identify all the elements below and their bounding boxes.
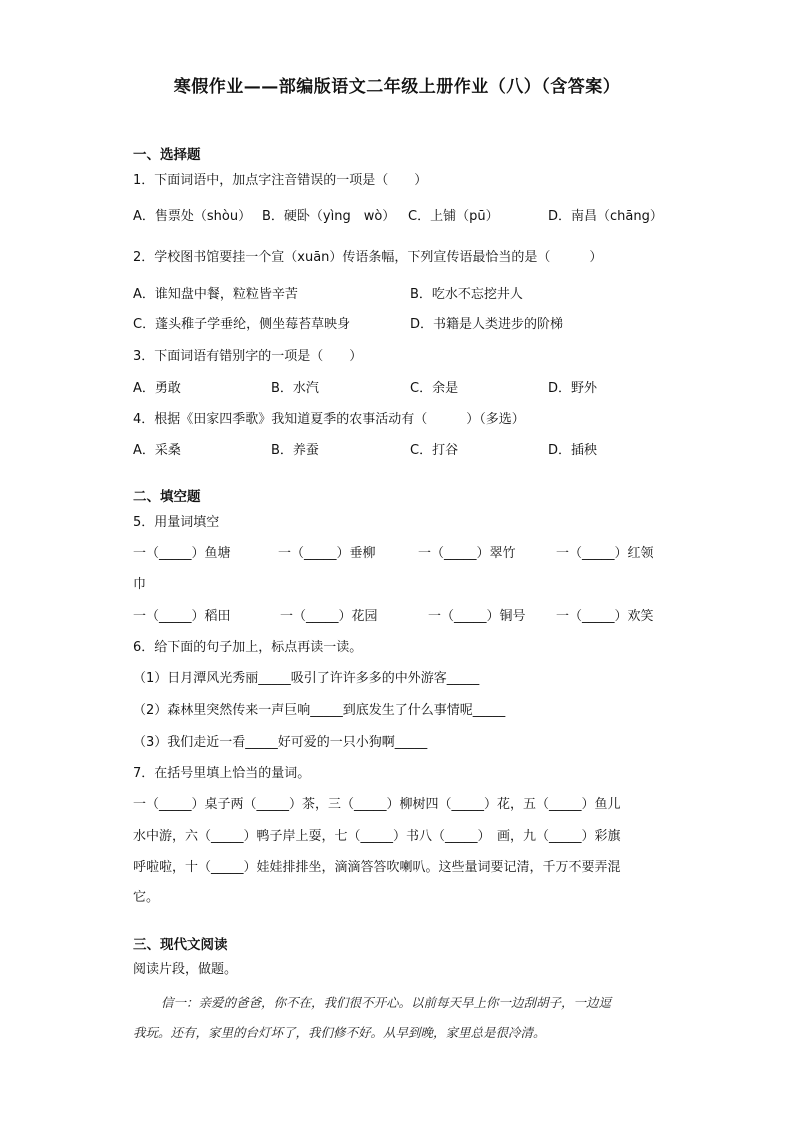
question-5-item: 一（_____）翠竹 [418, 546, 516, 561]
question-6-item-3: （3）我们走近一看_____好可爱的一只小狗啊_____ [133, 735, 428, 750]
question-2-option-d: D．书籍是人类进步的阶梯 [410, 317, 564, 332]
question-7-line: 一（_____）桌子两（_____）茶，三（_____）柳树四（_____）花，五（_____）鱼儿 [133, 797, 621, 812]
question-3-option-c: C．余是 [410, 381, 459, 396]
question-6-item-2: （2）森林里突然传来一声巨响_____到底发生了什么事情呢_____ [133, 703, 506, 718]
section-heading-choice: 一、选择题 [133, 147, 201, 163]
question-3-stem: 3．下面词语有错别字的一项是（ ） [133, 349, 363, 364]
question-4-option-a: A．采桑 [133, 443, 181, 458]
question-2-option-c: C．蓬头稚子学垂纶，侧坐莓苔草映身 [133, 317, 351, 332]
section-heading-reading: 三、现代文阅读 [133, 937, 228, 953]
question-1-option-b: B．硬卧（yìng wò） [262, 209, 396, 224]
question-3-option-a: A．勇敢 [133, 381, 181, 396]
question-4-option-c: C．打谷 [410, 443, 459, 458]
question-5-item: 一（_____）垂柳 [278, 546, 376, 561]
question-1-option-d: D．南昌（chāng） [548, 209, 663, 224]
question-3-option-d: D．野外 [548, 381, 598, 396]
reading-passage-line-1: 信一：亲爱的爸爸，你不在，我们很不开心。以前每天早上你一边刮胡子，一边逗 [161, 995, 612, 1010]
question-4-option-d: D．插秧 [548, 443, 598, 458]
question-5-item: 一（_____）稻田 [133, 609, 231, 624]
section-heading-fill: 二、填空题 [133, 489, 201, 505]
question-3-option-b: B．水汽 [271, 381, 319, 396]
question-5-item: 一（_____）花园 [280, 609, 378, 624]
question-5-item: 一（_____）欢笑 [556, 609, 654, 624]
question-7-line: 水中游，六（_____）鸭子岸上耍，七（_____）书八（_____） 画，九（_____）彩旗 [133, 829, 621, 844]
question-2-option-b: B．吃水不忘挖井人 [410, 287, 523, 302]
question-6-item-1: （1）日月潭风光秀丽_____吸引了许许多多的中外游客_____ [133, 671, 480, 686]
question-5-item-wrap: 巾 [133, 577, 147, 592]
question-5-stem: 5．用量词填空 [133, 515, 220, 530]
question-7-line: 它。 [133, 890, 160, 905]
question-2-stem: 2．学校图书馆要挂一个宣（xuān）传语条幅，下列宣传语最恰当的是（ ） [133, 250, 603, 265]
question-2-option-a: A．谁知盘中餐，粒粒皆辛苦 [133, 287, 298, 302]
question-5-item: 一（_____）铜号 [428, 609, 526, 624]
question-1-option-a: A．售票处（shòu） [133, 209, 252, 224]
question-5-item: 一（_____）鱼塘 [133, 546, 231, 561]
reading-intro: 阅读片段，做题。 [133, 962, 238, 977]
reading-passage-line-2: 我玩。还有，家里的台灯坏了，我们修不好。从早到晚，家里总是很冷清。 [133, 1025, 546, 1040]
question-4-option-b: B．养蚕 [271, 443, 319, 458]
page-title: 寒假作业——部编版语文二年级上册作业（八）（含答案） [173, 77, 621, 97]
question-1-option-c: C．上铺（pū） [408, 209, 499, 224]
question-1-stem: 1．下面词语中，加点字注音错误的一项是（ ） [133, 173, 428, 188]
question-6-stem: 6．给下面的句子加上，标点再读一读。 [133, 640, 363, 655]
question-4-stem: 4．根据《田家四季歌》我知道夏季的农事活动有（ ）（多选） [133, 412, 525, 427]
question-5-item: 一（_____）红领 [556, 546, 654, 561]
question-7-line: 呼啦啦，十（_____）娃娃排排坐，滴滴答答吹喇叭。这些量词要记清，千万不要弄混 [133, 860, 621, 875]
question-7-stem: 7．在括号里填上恰当的量词。 [133, 766, 311, 781]
